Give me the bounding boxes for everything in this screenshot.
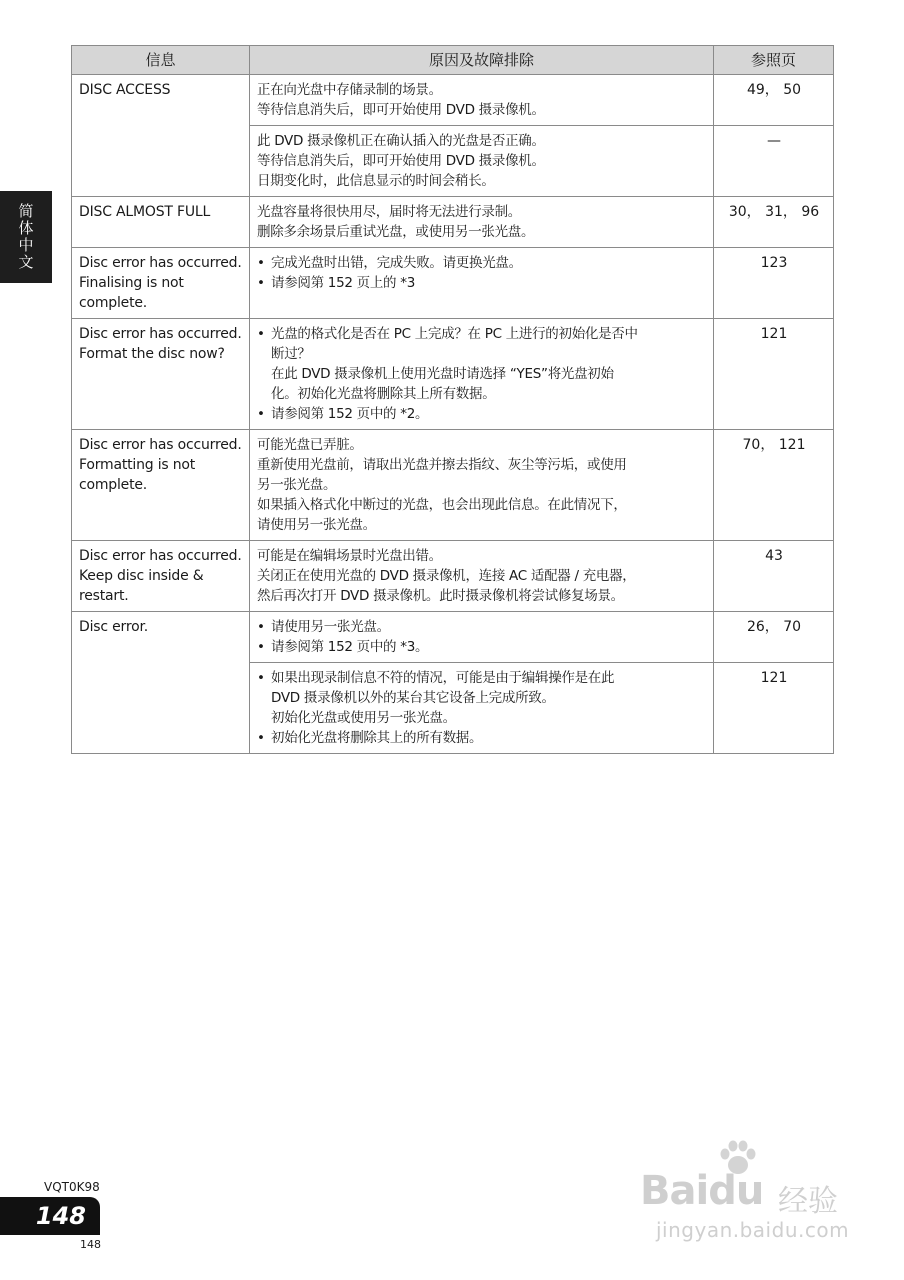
message-text: restart.: [79, 588, 129, 604]
table-row: [72, 612, 834, 663]
cause-text: 请使用另一张光盘。: [257, 517, 376, 533]
message-text: Disc error has occurred.: [79, 548, 242, 564]
language-label: 简体中文: [16, 203, 35, 271]
message-cell: [72, 430, 250, 541]
page-ref-cell: 49， 50: [714, 75, 834, 126]
bullet-continuation: 化。初始化光盘将删除其上所有数据。: [271, 386, 496, 402]
page-ref-cell: 70， 121: [714, 430, 834, 541]
cause-cell: [250, 197, 714, 248]
message-cell: [72, 197, 250, 248]
message-table: [71, 45, 834, 754]
bullet-continuation: 断过？: [271, 346, 311, 362]
cause-cell: [250, 541, 714, 612]
message-text: DISC ACCESS: [79, 82, 171, 98]
table-row: [72, 319, 834, 430]
table-row: [72, 430, 834, 541]
cause-text: 此 DVD 摄录像机正在确认插入的光盘是否正确。: [257, 133, 545, 149]
cause-cell: [250, 612, 714, 663]
header-cause: 原因及故障排除: [250, 46, 714, 75]
language-side-tab: [0, 191, 52, 283]
table-row: [72, 197, 834, 248]
cause-text: 日期变化时，此信息显示的时间会稍长。: [257, 173, 495, 189]
bullet-item: • 如果出现录制信息不符的情况，可能是由于编辑操作是在此: [257, 668, 707, 688]
bullet-item: • 初始化光盘将删除其上的所有数据。: [257, 728, 707, 748]
page-ref-cell: 26， 70: [714, 612, 834, 663]
message-text: Keep disc inside &: [79, 568, 204, 584]
message-text: Disc error has occurred.: [79, 437, 242, 453]
message-cell: [72, 75, 250, 197]
bullet-item: • 请参阅第 152 页上的 *3: [257, 273, 707, 293]
cause-cell: [250, 126, 714, 197]
message-text: complete.: [79, 477, 148, 493]
page-ref-cell: 121: [714, 319, 834, 430]
message-cell: [72, 541, 250, 612]
bullet-item: • 光盘的格式化是否在 PC 上完成？在 PC 上进行的初始化是否中: [257, 324, 707, 344]
table-header-row: [72, 46, 834, 75]
cause-text: 删除多余场景后重试光盘，或使用另一张光盘。: [257, 224, 535, 240]
cause-text: 如果插入格式化中断过的光盘，也会出现此信息。在此情况下，: [257, 497, 627, 513]
cause-text: 关闭正在使用光盘的 DVD 摄录像机，连接 AC 适配器 / 充电器，: [257, 568, 636, 584]
page-ref-cell: 43: [714, 541, 834, 612]
page-ref-cell: 30， 31， 96: [714, 197, 834, 248]
cause-text: 然后再次打开 DVD 摄录像机。此时摄录像机将尝试修复场景。: [257, 588, 624, 604]
message-text: complete.: [79, 295, 148, 311]
table-row: [72, 541, 834, 612]
message-text: Disc error has occurred.: [79, 326, 242, 342]
cause-cell: [250, 75, 714, 126]
bullet-continuation: DVD 摄录像机以外的某台其它设备上完成所致。: [271, 690, 555, 706]
bullet-item: • 请参阅第 152 页中的 *3。: [257, 637, 707, 657]
cause-text: 正在向光盘中存储录制的场景。: [257, 82, 442, 98]
watermark: [640, 1140, 855, 1250]
cause-text: 可能光盘已弄脏。: [257, 437, 363, 453]
message-text: Format the disc now?: [79, 346, 225, 362]
message-text: DISC ALMOST FULL: [79, 204, 211, 220]
table-row: [72, 75, 834, 126]
page-number: 148: [35, 1202, 86, 1230]
cause-cell: [250, 663, 714, 754]
page-ref-cell: —: [714, 126, 834, 197]
cause-cell: [250, 319, 714, 430]
watermark-brand: Baidu: [640, 1168, 764, 1214]
message-cell: [72, 248, 250, 319]
watermark-url: jingyan.baidu.com: [656, 1218, 850, 1242]
header-page: 参照页: [714, 46, 834, 75]
table-row: [72, 248, 834, 319]
message-cell: [72, 612, 250, 754]
header-message: 信息: [72, 46, 250, 75]
cause-cell: [250, 430, 714, 541]
page-ref-cell: 121: [714, 663, 834, 754]
message-text: Finalising is not: [79, 275, 184, 291]
cause-text: 等待信息消失后，即可开始使用 DVD 摄录像机。: [257, 153, 545, 169]
watermark-brand-cn: 经验: [778, 1184, 838, 1219]
model-code: VQT0K98: [44, 1180, 100, 1194]
cause-text: 等待信息消失后，即可开始使用 DVD 摄录像机。: [257, 102, 545, 118]
bullet-continuation: 在此 DVD 摄录像机上使用光盘时请选择 “YES”将光盘初始: [271, 366, 614, 382]
cause-text: 光盘容量将很快用尽，届时将无法进行录制。: [257, 204, 521, 220]
bullet-item: • 请使用另一张光盘。: [257, 617, 707, 637]
message-text: Formatting is not: [79, 457, 196, 473]
bullet-item: • 完成光盘时出错，完成失败。请更换光盘。: [257, 253, 707, 273]
page-number-badge: [0, 1197, 100, 1235]
page-ref-cell: 123: [714, 248, 834, 319]
page-number-small: 148: [80, 1238, 101, 1251]
message-cell: [72, 319, 250, 430]
message-text: Disc error has occurred.: [79, 255, 242, 271]
cause-cell: [250, 248, 714, 319]
bullet-item: • 请参阅第 152 页中的 *2。: [257, 404, 707, 424]
bullet-continuation: 初始化光盘或使用另一张光盘。: [271, 710, 456, 726]
cause-text: 重新使用光盘前，请取出光盘并擦去指纹、灰尘等污垢，或使用: [257, 457, 627, 473]
cause-text: 另一张光盘。: [257, 477, 337, 493]
message-text: Disc error.: [79, 619, 148, 635]
cause-text: 可能是在编辑场景时光盘出错。: [257, 548, 442, 564]
